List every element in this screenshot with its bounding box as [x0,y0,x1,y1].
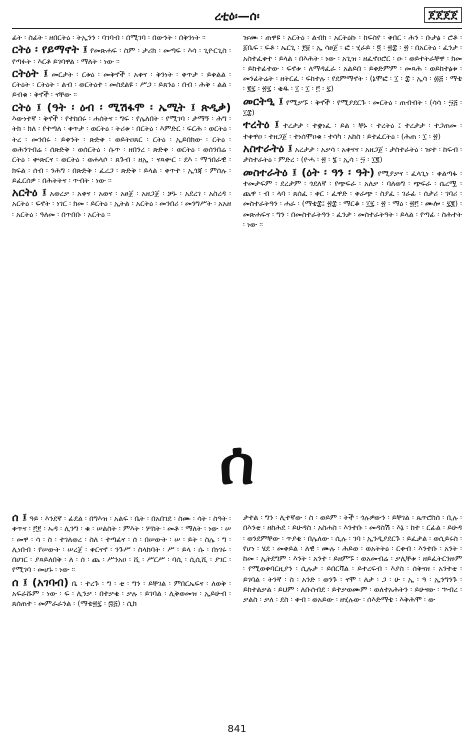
upper-columns [12,33,462,425]
lower-left-column [12,513,231,731]
dictionary-entry [243,120,462,142]
entry-headword: ርትዕት ፤ [12,66,48,80]
entry-text: እውነተኛ ፡ ቅኖች ፡ የተከበሩ ፡ ሐሰትና ፡ ግፍ ፡ የሌለበት ፡ የሚገባ ፡ ታማኝ ፡ ሕግ ፡ ትክ ፡ ክለ ፡ የተጣለ ፡ ቀጥታ ፡ ወርትዕ ፡ ትሪቱ ፡ በርትዕ ፡ እምድር ፡ ፍርሕ ፡ ወርትዕ ፡ ትረ ፡ መንበሩ ፡ ይቀንት ፡ ጽድቀ ፡ ወይትዐጸር ፡ ርትዕ ፡ ኢይበክው ፡ ርትዕ ፡ ወሕንገብሬ ፡ ሰጽድቅ ፡ ወሰርትዕ ፡ ሱጥ ፡ ዘበንረ ፡ ጽድቀ ፡ ወርትዕ ፡ ወሰንበሬ ፡ ርትዕ ፡ ቍጽርና ፡ ወርትዕ ፡ ወሐላሶ ፡ ጸጉብ ፡ ዘኢ ፡ ናጻቍር ፡ ደእ ፡ ማኅበራዊ ፡ ክፍል ፡ ሰብ ፡ ንሕግ ፡ በጽድቅ ፡ ፈረጋ ፡ ጽድቅ ፡ ይላል ፡ ቀጥተ ፡ ኢጎጃ ፡ ምሰሉ ፡ ይፈርሰዎ ፡ በሕትትና ፡ ጥብት ፡ ነው ፡፡ [12,114,231,185]
entry-headword: ሰ ፤ [12,513,27,524]
lower-right-column [243,513,462,731]
dictionary-entry [12,66,231,101]
entry-headword: ርትዕ ፤ (ዓት ፡ ዕብ ፡ ሚሽፋሞ ፡ ኤሚት ፤ ጽዲቃ) [12,100,231,114]
entry-text: ዓይ ፡ እንደኛ ፡ ፊደል ፡ በግእዝ ፡ አልፍ ፡ ቤት ፡ በአበገደ ፡ ስሙ ፡ ሳት ፡ ስዓት ፡ ቀጥና ፡ ፫፻ ፡ ኡዳ ፡ ሊንግ ፡ ቁ ፡ ሠልስት ፡ ምእት ፡ ሦስት ፡ መቶ ፡ ማለት ፡ ነው ፡ ሠ ፡ መዋ ፡ ሳ ፡ ስ ፡ ተገለወረ ፡ ስለ ፡ ተጣፊና ፡ ሰ ፡ በሠውት ፡ ሠ ፡ ይት ፡ ስሌ ፡ ግ ፡ ሊነበብ ፡ የሠውት ፡ ሠረጀ ፡ ቀርናኖ ፡ ንጉሥ ፡ ስላከባት ፡ ሥ ፡ ይላ ፡ ሱ ፡ በነገሩ ፡ በሀገር ፡ ያጻይለበቅ ፡ ለ ፡ ሰ ፡ ጨ ፡ ሥንአዐ ፡ ሺ ፡ ሥርሥ ፡ ባሲ ፡ ሲሲሺ ፡ ያገር ፡ የሚገባ ፡ መሆኑ ፡ ነው ፡፡ [12,514,231,575]
dictionary-entry [243,513,462,606]
entry-headword: ተረትዕ ፤ [243,118,280,132]
dictionary-entry [243,94,462,119]
dictionary-entry [12,100,231,186]
dictionary-entry [243,141,462,166]
entry-headword: መስተራትዕ ፤ (ዕት ፡ ዓን ፡ ዓት) [243,165,375,179]
entry-text: ቤ ፡ ተረጉ ፡ ግ ፡ ቲ ፡ ግን ፡ ይቸገል ፡ ምበርኤፍና ፡ ለወቅ ፡ አፍራሹም ፡ ነው ፡ ፍ ፡ ሊንቃ ፡ በተቃቂ ፡ ቃሉ ፡ ይገባል ፡ ሊቅወመዝ ፡ ኢይሁብ ፡ ጸሰጠተ ፡ መምራራንል ፡ (ማቴ፳፯ ፡ ፷፭) ፡ ሲክ [12,578,231,609]
entry-headword: አስተራትዕ ፤ [243,141,293,155]
entry-text: አወረቃ ፡ አቀና ፡ አወና ፡ አፀጀ ፡ አዘጋጀ ፡ ቻኑ ፡ አደረገ ፡ አስረዳ ፡ አርትዕ ፡ ፍኖት ፡ ነገር ፡ ክመ ፡ ይርትዕ ፡ ኢትል ፡ አርትዕ ፡ መንበሪ ፡ መንግሥት ፡ አአዘ ፡ አርትዕ ፡ ዓለመ ፡ በጥበቡ ፡ አርትዕ ፡፡ [12,189,231,219]
upper-left-column [12,33,231,425]
running-header [12,6,462,29]
entry-text: ዡሙ ፡ ጠዋዩ ፡ አርትዕ ፡ ልብክ ፡ አርትዕኩ ፡ ከፍስየ ፡ ቀበር ፡ ሕን ፡ ቡታፅ ፡ ሮቶ ፡ ፩ቤፍ ፡ ፍቶ ፡ ኤርጊ ፡ ፻፱ ፡ ኢ ሳፀጀ ፡ ፎ ፡ ሂራይ ፡ ፬ ፡ ፳፰ ፡ ፳ ፡ በአርትዕ ፡ ፈንታ ፡ አስተፈቀተ ፡ ይላል ፡ በእሕት ፡ ነው ፡ አጊዝ ፡ ዘፈኖዐሮር ፡ ዑ ፡ ወይተትራቸዋ ፡ ክመ ፡ ይከተፊተው ፡ ፍኖቱ ፡ ለማዳፈራ ፡ አልይበ ፡ ይቀድምም ፡ መጻሕ ፡ ወይከተፅቱ ፡ መንፊትሬት ፡ ዘትርፈ ፡ ፍከተሉ ፡ የደምማኖት ፡ (ኔሞፎ ፡ ፲ ፡ ፰ ፡ ኢሳ ፡ ፴፭ ፡ ማቴ ፡ ፪፯ ፡ ፳፯ ፡ ቂዱ ፡ ፲ ፡ ፲ ፡ ፫ ፡ ፯) [243,33,462,94]
dictionary-entry [12,188,231,220]
corner-stamp: ጀጀጀጀ [424,7,462,23]
entry-text: ታተል ፡ ግን ፡ ሊተኛው ፡ ስ ፡ ወይም ፡ ትች ፡ ጎሉዎውን ፡ ይቸገል ፡ ጴጥሮስሰ ፡ ቢሉ ፡ በእንቲ ፡ ዘከሕደ ፡ ይሁዳስ ፡ አስሐስ ፡ እንተቡ ፡ መዳስሽ ፡ እኔ ፡ ከተ ፡ ርፊል ፡ ይሁዳ ፡ ወንደምቸው ፡ ጥያቂ ፡ በሌለው ፡ ሲሉ ፡ ገባ ፡ ኢንዲያደርጉ ፡ ይፈታል ፡ ወሲይሩስ ፡ የሆነ ፡ ሄደ ፡ መቀይል ፡ ለዊ ፡ ሙሉ ፡ ሕይወ ፡ ወአትትዕ ፡ ርቀብ ፡ እንተቡ ፡ አንት ፡ ከመ ፡ ኢትደግም ፡ እንት ፡ አንተ ፡ ይዘምኙ ፡ ወአመብሬ ፡ ቃሊቸቱ ፡ ዘይፈትርንዙም ፡ የሚወቀባርዚያን ፡ ሲሉታ ፡ ይበርቫል ፡ ይተረፍብ ፡ እያስ ፡ ሰቅናዘ ፡ አንተቲ ፡ ይገባል ፡ ትንኛ ፡ ስ ፡ አንድ ፡ ወንጉ ፡ ናሞ ፡ ለታ ፡ ጋ ፡ ሁ ፡ ኢ ፡ ዓ ፡ ኢንግንጉ ፡ ይከተልቃል ፡ ይህም ፡ ለቡሰብደ ፡ ይተቃወሙም ፡ ወለተአሕትን ፡ ይሁናው ፡ ኍብረ ፡ ቃልስ ፡ ቃለ ፡ ደስ ፡ ቀብ ፡ ወአይው ፡ ዘሂሉው ፡ ሰእድማቴ ፡ እቅሕሞ ፡ ው [243,513,462,605]
entry-headword: ርትዕ ፡ የይማኖት ፤ [12,43,88,57]
upper-right-column [243,33,462,425]
big-letter: ሰ [219,428,255,498]
dictionary-entry [243,165,462,231]
lower-columns [12,513,462,731]
section-letter [12,425,462,505]
entry-text: የሚቃኙ ፡ ቅኖች ፡ የሚያደርጉ ፡ መርትዕ ፡ ጠብብት ፡ (ሳሳ ፡ ፵፭ ፡ ፲፰) [243,97,462,118]
dictionary-entry [12,513,231,576]
entry-text: ፊት ፡ ስፊት ፡ ዘበርትዕ ፡ ትኢንን ፡ ባገባብ ፡ በሚገባ ፡ በውንት ፡ በቅንነት ፡፡ [12,33,206,42]
dictionary-entry [12,575,231,610]
entry-text: የመጽሐፍ ፡ ስም ፡ ታሪክ ፡ መጣፍ ፡ እሳ ፡ ጊዮርጊስ ፡ የጣፉት ፡ እርቶ ይገባዋል ፡ ማለት ፡ ነው ፡፡ [12,46,231,66]
entry-headword: መርትዒ ፤ [243,94,284,108]
running-head-title: ረቲዕ፡—ሰ፡ [214,9,260,23]
entry-text: የሚያቃና ፡ ፈላጊነ ፡ ቀልጣፋ ፡ ተመታፍም ፡ ደረታም ፡ ጎደለኛ ፡ የጭፍራ ፡ አለቃ ፡ ባለወግ ፡ ጭፍራ ፡ ሴረሟ ፡ ጨዋ ፡ ብ ፡ ላባ ፡ ጸሰፈ ፡ ቀር ፡ ፈዋድ ፡ ቀራጭ ፡ ስያፈ ፡ ገራፊ ፡ ሰታሪ ፡ ገባሪ ፡ መስተራትዓን ፡ ሐራ ፡ (ማቴ፰፤ ፳፰ ፡ ማርቆ ፡ ፲፯ ፡ ፳ ፡ ማዕ ፡ ፳፫ ፡ ሙሎ ፡ ፯፪) ፡ መጽሐፍና ፡ ግን ፡ በመስተራትዓን ፡ ፈንታ ፡ መስተራትዓት ፡ ይላል ፡ የጣፊ ፡ ስሕተት ፡ ነው ፡፡ [243,168,462,230]
entry-text: መርታት ፡ ርቱዕ ፡ መቅኖች ፡ አቀና ፡ ቅንነት ፡ ቀጥታ ፡ ይቀልል ፡ ርትዕት ፡ ርትዕት ፡ ልብ ፡ ወርትዕተ ፡ መስደልዩ ፡ ሥጋ ፡ ይጸንዕ ፡ በብ ፡ ሕቅ ፡ ልል ፡ ይብቁ ፡ ቅኖች ፡ ናቸው ፡፡ [12,69,231,100]
entry-text: አረታታ ፡ አቃሳ ፡ አቀናና ፡ አዘጋጀ ፡ ታስተራትዕ ፡ ዡተ ፡ ከፍብ ፡ ታስተራትዕ ፡ ምድረ ፡ (ዮሓ ፡ ፳ ፡ ፮ ፡ ኢሳ ፡ ፵ ፡ ፲፪) [243,144,462,165]
entry-headword: ሰ ፤ (አገባብ) [12,575,69,589]
entry-text: ተረታታ ፡ ተቋነፈ ፡ ይል ፡ ቸኑ ፡ ተረትዕ ፤ ተረታታ ፡ ተጋጠመ ፡ ተቀዋዐ ፡ ተዘጋጀ ፡ ተነሰሞዐቁ ፡ ተሳካ ፡ አከስ ፡ ይተፈርትዕ ፡ (ሕጠ ፡ ፲ ፡ ፳) [243,121,462,141]
entry-headword: አርትዕ ፤ [12,186,47,200]
dictionary-entry [12,45,231,67]
page-number: 841 [227,724,247,735]
dictionary-entry [12,33,231,43]
dictionary-entry [243,33,462,95]
